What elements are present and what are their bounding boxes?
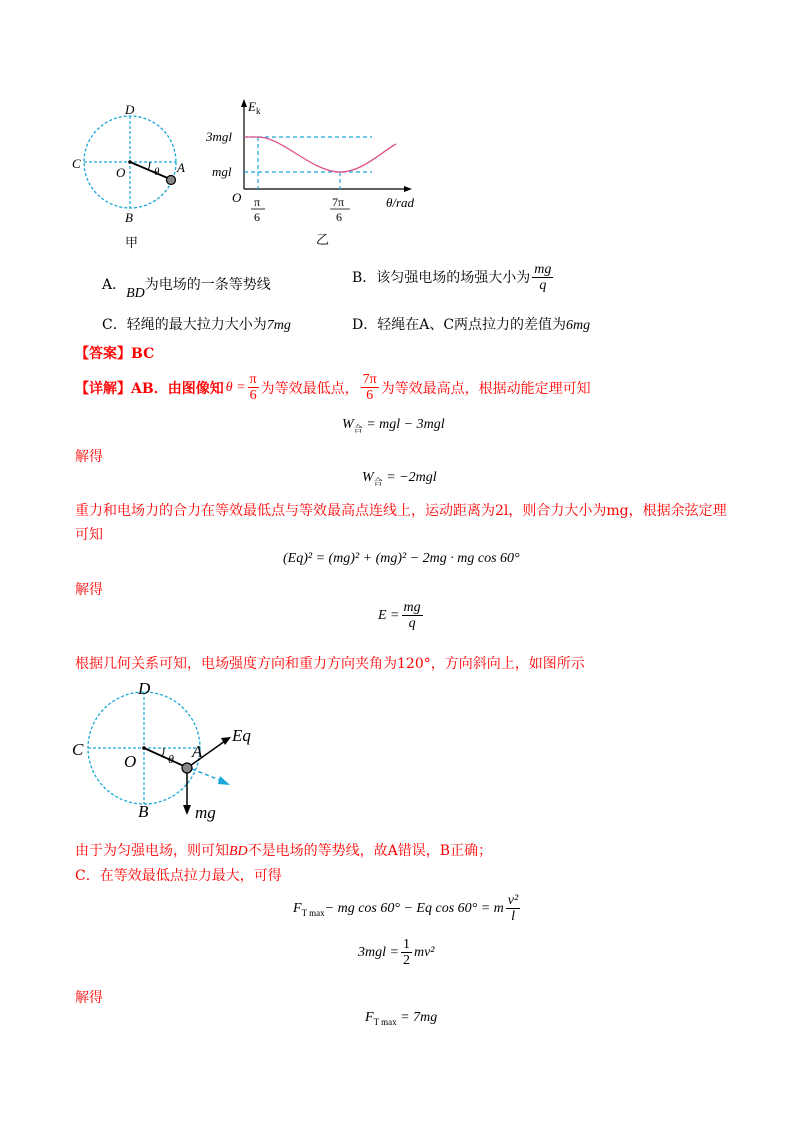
tick-pi-den: 6 — [254, 210, 260, 224]
equation-energy: 3mgl = $\frac{1}{2}$ mv² — [358, 937, 435, 969]
equation-work-2: $W_合 = -2mgl$ — [362, 470, 437, 487]
solve-label-2: 解得 — [75, 582, 103, 598]
label-b-2: B — [138, 802, 149, 821]
level-mgl: mgl — [212, 164, 232, 179]
label-o: O — [116, 165, 126, 180]
tick-7pi-den: 6 — [336, 210, 342, 224]
equation-field-strength: E = $\frac{mg}{q}$ — [378, 600, 421, 632]
option-d: D．轻绳在A、C两点拉力的差值为6mg — [352, 317, 591, 333]
answer-line: 【答案】BC — [75, 346, 155, 362]
label-mg: mg — [195, 803, 216, 822]
solve-label-1: 解得 — [75, 449, 103, 465]
label-eq: Eq — [232, 726, 251, 745]
paragraph-c: C．在等效最低点拉力最大，可得 — [75, 868, 282, 884]
detail-line: 【详解】AB．由图像知 θ = $\frac{\pi}{6}$ 为等效最低点， $\frac{7\pi}{6}$ 为等效最高点，根据动能定理可知 — [75, 372, 591, 404]
paragraph-conclusion-ab: 由于为匀强电场，则可知BD不是电场的等势线，故A错误，B正确； — [75, 843, 493, 859]
label-b: B — [125, 210, 133, 225]
caption-yi: 乙 — [316, 232, 330, 247]
equation-tension: F $_{T max}$ − mg cos 60° − Eq cos 60° = m $\frac{\text{v²}}{l}$ — [293, 893, 519, 925]
label-d-2: D — [138, 679, 151, 698]
equation-cosine-law: (Eq)² = (mg)² + (mg)² − 2mg · mg cos 60° — [283, 551, 520, 566]
label-o-2: O — [124, 752, 137, 771]
figure-jia — [70, 100, 200, 260]
figure-yi — [200, 97, 430, 257]
tick-pi-num: π — [254, 195, 261, 209]
paragraph-resultant-cont: 可知 — [75, 527, 103, 543]
label-a-2: A — [192, 742, 203, 761]
option-c: C．轻绳的最大拉力大小为7mg — [102, 317, 291, 333]
tick-7pi-num: 7π — [332, 195, 345, 209]
paragraph-angle: 根据几何关系可知，电场强度方向和重力方向夹角为120°，方向斜向上，如图所示 — [75, 656, 585, 672]
y-axis-label: $E_k$ — [248, 99, 261, 116]
label-a: A — [177, 160, 185, 175]
caption-jia: 甲 — [125, 235, 139, 250]
label-theta: θ — [154, 166, 160, 178]
paragraph-resultant: 重力和电场力的合力在等效最低点与等效最高点连线上，运动距离为2l，则合力大小为mg，根据余弦定理 — [75, 503, 727, 519]
equation-max-tension: $F_{T max} = 7mg$ — [365, 1010, 438, 1027]
option-a: A．BD为电场的一条等势线 — [102, 277, 271, 301]
option-b: B．该匀强电场的场强大小为 $\frac{mg}{q}$ — [352, 262, 552, 294]
equation-work-1: $W_合$ = mgl − 3mgl — [342, 417, 445, 434]
label-theta-2: θ — [168, 752, 174, 766]
solve-label-3: 解得 — [75, 990, 103, 1006]
level-3mgl: 3mgl — [206, 129, 232, 144]
origin-label: O — [232, 190, 242, 205]
label-d: D — [125, 102, 135, 117]
label-c: C — [72, 156, 81, 171]
x-axis-label: θ/rad — [386, 195, 415, 210]
figure-forces — [70, 677, 280, 827]
label-c-2: C — [72, 740, 84, 759]
